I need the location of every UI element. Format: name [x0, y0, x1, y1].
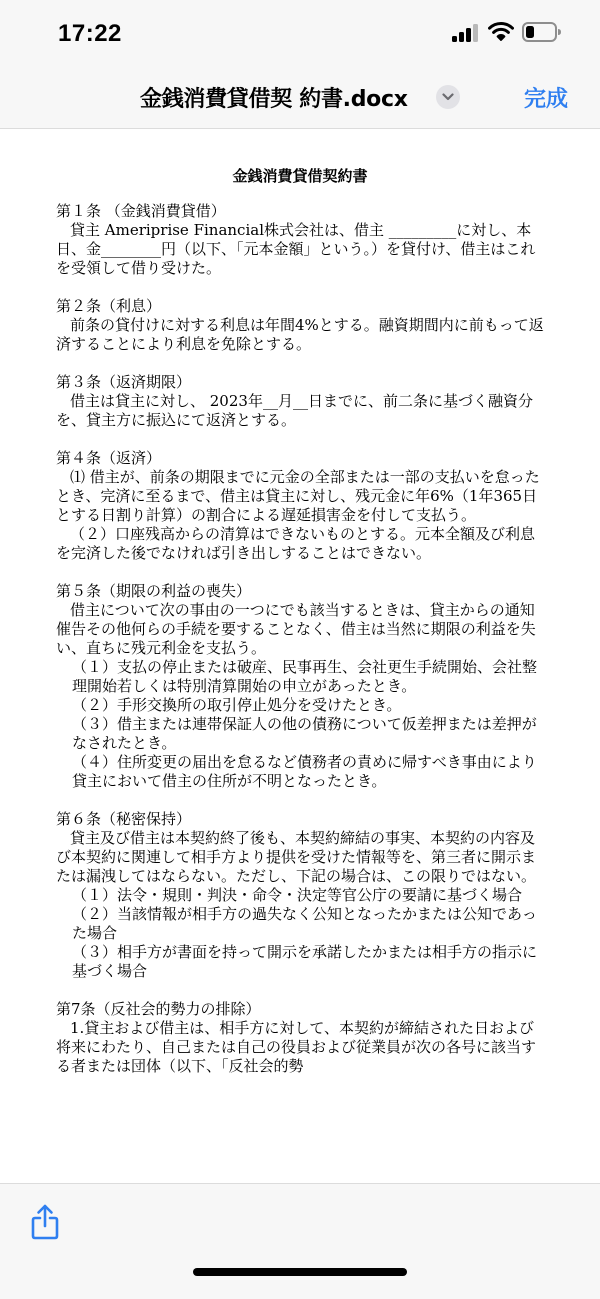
nav-bar [0, 70, 600, 129]
article-paragraph: 借主は貸主に対し、 2023年__月__日までに、前二条に基づく融資分を、貸主方に振込にて返済とする。 [56, 392, 533, 429]
home-indicator [193, 1268, 407, 1276]
article-title: 第４条（返済） [56, 449, 162, 467]
article-title: 第7条（反社会的勢力の排除） [56, 1000, 261, 1018]
article-paragraph: 貸主及び借主は本契約終了後も、本契約締結の事実、本契約の内容及び本契約に関連して相手方より提供を受けた情報等を、第三者に開示または漏洩してはならない。ただし、下記の場合は、この限りではない。 [56, 829, 537, 885]
article-section [56, 1000, 544, 1076]
status-bar [0, 0, 600, 70]
article-list-item: （１）法令・規則・判決・命令・決定等官公庁の要請に基づく場合 [72, 886, 523, 904]
article-title: 第１条 （金銭消費貸借） [56, 202, 226, 220]
document-heading: 金銭消費貸借契約書 [232, 167, 368, 185]
article-paragraph: 1.貸主および借主は、相手方に対して、本契約が締結された日および将来にわたり、自己または自己の役員および従業員が次の各号に該当する者または団体（以下、「反社会的勢 [56, 1019, 537, 1075]
battery-icon [522, 22, 562, 42]
article-title: 第５条（期限の利益の喪失） [56, 582, 252, 600]
done-button[interactable]: 完成 [524, 87, 569, 112]
article-list-item: （１）支払の停止または破産、民事再生、会社更生手続開始、会社整理開始若しくは特別清算開始の申立があったとき。 [72, 658, 538, 695]
article-title: 第２条（利息） [56, 297, 162, 315]
article-paragraph: （２）口座残高からの清算はできないものとする。元本全額及び利息を完済した後でなければ引き出しすることはできない。 [56, 525, 536, 562]
article-section [56, 297, 544, 354]
article-title: 第３条（返済期限） [56, 373, 192, 391]
article-list-item: （３）借主または連帯保証人の他の債務について仮差押または差押がなされたとき。 [72, 715, 537, 752]
article-paragraph: 貸主 Ameriprise Financial株式会社は、借主 _________に対し、本日、金________円（以下、「元本金額」という。）を貸付け、借主はこれを受領して借り受けた。 [56, 221, 536, 277]
article-title: 第６条（秘密保持） [56, 810, 192, 828]
article-section [56, 373, 544, 430]
article-section [56, 202, 544, 278]
article-list-item: （３）相手方が書面を持って開示を承諾したかまたは相手方の指示に基づく場合 [72, 943, 538, 980]
bottom-toolbar [0, 1183, 600, 1299]
article-list-item: （２）当該情報が相手方の過失なく公知となったかまたは公知であった場合 [72, 905, 537, 942]
article-list-item: （４）住所変更の届出を怠るなど債務者の責めに帰すべき事由により貸主において借主の住所が不明となったとき。 [72, 753, 537, 790]
status-time: 17:22 [58, 20, 122, 47]
share-icon[interactable] [30, 1204, 60, 1240]
article-list-item: （２）手形交換所の取引停止処分を受けたとき。 [72, 696, 402, 714]
article-section [56, 449, 544, 563]
chevron-down-icon[interactable] [436, 85, 460, 109]
article-paragraph: 借主について次の事由の一つにでも該当するときは、貸主からの通知催告その他何らの手続を要することなく、借主は当然に期限の利益を失い、直ちに残元利金を支払う。 [56, 601, 536, 657]
article-paragraph: ⑴ 借主が、前条の期限までに元金の全部または一部の支払いを怠ったとき、完済に至るまで、借主は貸主に対し、残元金に年6%（1年365日とする日割り計算）の割合による遅延損害金を付して支払う。 [56, 468, 540, 524]
document-title[interactable]: 金銭消費貸借契 約書.docx [140, 87, 408, 112]
article-section [56, 810, 544, 981]
signal-icon [452, 24, 480, 42]
wifi-icon [488, 20, 514, 42]
article-section [56, 582, 544, 791]
document-body [56, 202, 544, 1095]
document-viewer[interactable] [0, 129, 600, 1183]
article-paragraph: 前条の貸付けに対する利息は年間4%とする。融資期間内に前もって返済することにより利息を免除とする。 [56, 316, 544, 353]
